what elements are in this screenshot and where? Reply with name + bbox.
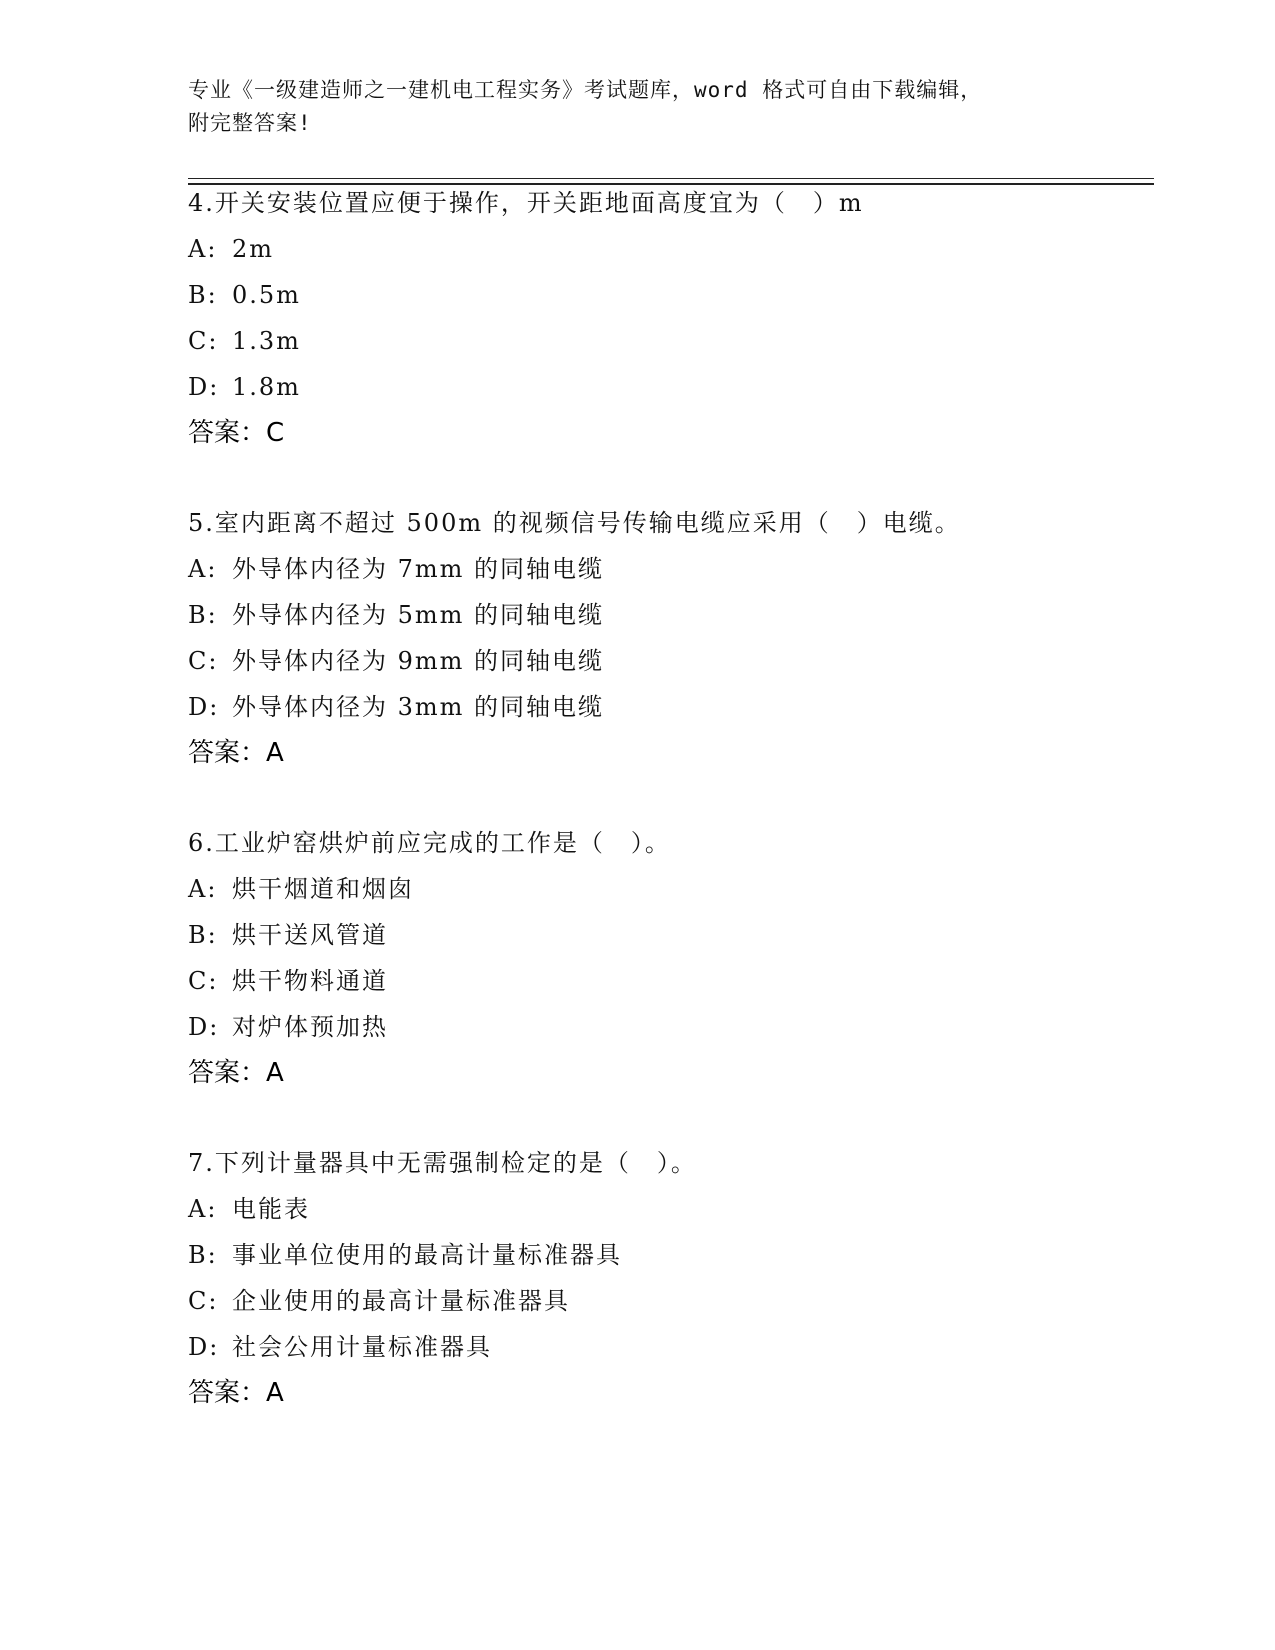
option-text: 事业单位使用的最高计量标准器具 — [232, 1241, 622, 1269]
question-stem: 5.室内距离不超过 500m 的视频信号传输电缆应采用（ ）电缆。 — [188, 509, 961, 537]
option-d — [188, 364, 1154, 410]
header-line-1: 专业《一级建造师之一建机电工程实务》考试题库，word 格式可自由下载编辑， — [188, 78, 983, 102]
answer-line: 答案：A — [188, 738, 284, 768]
option-letter: C: — [188, 967, 219, 995]
option-letter: D: — [188, 1333, 220, 1361]
header-divider-top — [188, 178, 1154, 179]
option-text: 0.5m — [232, 281, 301, 309]
option-letter: A: — [188, 1195, 218, 1223]
option-b — [188, 912, 1154, 958]
option-d — [188, 1324, 1154, 1370]
option-b — [188, 272, 1154, 318]
option-text: 烘干送风管道 — [232, 921, 388, 949]
question-stem: 4.开关安装位置应便于操作，开关距地面高度宜为（ ）m — [188, 189, 864, 217]
option-c — [188, 1278, 1154, 1324]
option-d — [188, 1004, 1154, 1050]
option-text: 烘干烟道和烟囱 — [232, 875, 414, 903]
option-letter: B: — [188, 921, 218, 949]
option-a — [188, 226, 1154, 272]
option-letter: C: — [188, 647, 219, 675]
option-b — [188, 592, 1154, 638]
option-c — [188, 958, 1154, 1004]
option-text: 外导体内径为 9mm 的同轴电缆 — [232, 647, 605, 675]
option-text: 外导体内径为 7mm 的同轴电缆 — [232, 555, 605, 583]
answer-line: 答案：C — [188, 418, 285, 448]
option-text: 社会公用计量标准器具 — [232, 1333, 492, 1361]
option-letter: B: — [188, 1241, 218, 1269]
option-letter: B: — [188, 601, 218, 629]
option-letter: A: — [188, 875, 218, 903]
option-b — [188, 1232, 1154, 1278]
option-letter: D: — [188, 1013, 220, 1041]
option-text: 电能表 — [232, 1195, 310, 1223]
option-letter: D: — [188, 693, 220, 721]
header-line-2: 附完整答案! — [188, 111, 312, 135]
option-c — [188, 318, 1154, 364]
option-letter: D: — [188, 373, 220, 401]
option-text: 对炉体预加热 — [232, 1013, 388, 1041]
option-text: 1.3m — [232, 327, 301, 355]
question-stem: 7.下列计量器具中无需强制检定的是（ ）。 — [188, 1149, 697, 1177]
option-letter: B: — [188, 281, 218, 309]
option-d — [188, 684, 1154, 730]
question-stem: 6.工业炉窑烘炉前应完成的工作是（ ）。 — [188, 829, 671, 857]
option-a — [188, 1186, 1154, 1232]
answer-line: 答案：A — [188, 1058, 284, 1088]
option-text: 外导体内径为 5mm 的同轴电缆 — [232, 601, 605, 629]
option-a — [188, 546, 1154, 592]
option-text: 企业使用的最高计量标准器具 — [232, 1287, 570, 1315]
option-letter: A: — [188, 235, 218, 263]
option-text: 烘干物料通道 — [232, 967, 388, 995]
option-text: 2m — [232, 235, 275, 263]
option-letter: A: — [188, 555, 218, 583]
question-block — [188, 500, 1154, 776]
answer-line: 答案：A — [188, 1378, 284, 1408]
option-letter: C: — [188, 1287, 219, 1315]
document-header — [188, 74, 1068, 140]
question-block — [188, 180, 1154, 456]
question-block — [188, 1140, 1154, 1416]
question-block — [188, 820, 1154, 1096]
option-letter: C: — [188, 327, 219, 355]
option-text: 1.8m — [232, 373, 301, 401]
option-c — [188, 638, 1154, 684]
option-text: 外导体内径为 3mm 的同轴电缆 — [232, 693, 605, 721]
option-a — [188, 866, 1154, 912]
